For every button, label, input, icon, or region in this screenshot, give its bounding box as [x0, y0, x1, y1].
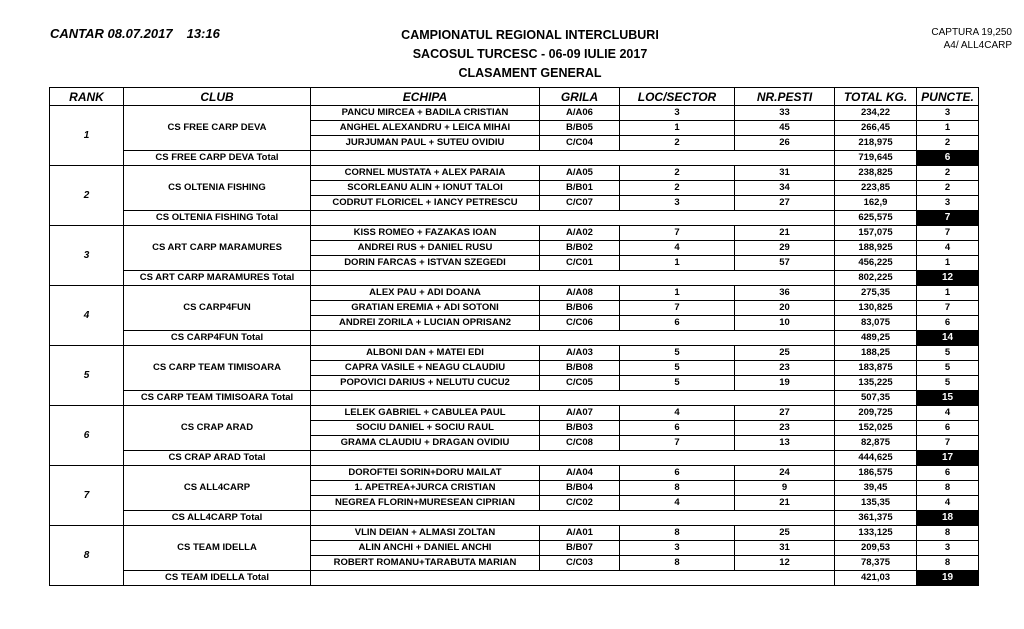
- team-cell: JURJUMAN PAUL + SUTEU OVIDIU: [311, 136, 540, 151]
- grila-cell: A/A06: [540, 106, 620, 121]
- club-total-blank: [311, 331, 835, 346]
- club-total-label: CS CARP4FUN Total: [124, 331, 311, 346]
- capture-line-2: A4/ ALL4CARP: [943, 40, 1012, 51]
- total-kg-cell: 78,375: [835, 556, 917, 571]
- team-cell: GRAMA CLAUDIU + DRAGAN OVIDIU: [311, 436, 540, 451]
- puncte-cell: 3: [917, 541, 979, 556]
- team-cell: ANDREI RUS + DANIEL RUSU: [311, 241, 540, 256]
- total-kg-cell: 133,125: [835, 526, 917, 541]
- rank-cell: 5: [50, 346, 124, 406]
- club-total-kg: 719,645: [835, 151, 917, 166]
- puncte-cell: 4: [917, 406, 979, 421]
- weigh-in-label: [50, 26, 220, 41]
- total-kg-cell: 152,025: [835, 421, 917, 436]
- grila-cell: A/A08: [540, 286, 620, 301]
- total-kg-cell: 188,925: [835, 241, 917, 256]
- puncte-cell: 5: [917, 346, 979, 361]
- club-total-label: CS FREE CARP DEVA Total: [124, 151, 311, 166]
- club-cell: CS ART CARP MARAMURES: [124, 226, 311, 271]
- weigh-in-time: 13:16: [186, 26, 220, 41]
- puncte-cell: 7: [917, 436, 979, 451]
- standings-table: [49, 87, 979, 586]
- total-kg-cell: 223,85: [835, 181, 917, 196]
- nr-pesti-cell: 57: [735, 256, 835, 271]
- club-total-puncte: 6: [917, 151, 979, 166]
- table-row: [50, 166, 979, 181]
- grila-cell: A/A07: [540, 406, 620, 421]
- loc-sector-cell: 6: [620, 316, 735, 331]
- club-total-label: CS CARP TEAM TIMISOARA Total: [124, 391, 311, 406]
- nr-pesti-cell: 33: [735, 106, 835, 121]
- nr-pesti-cell: 45: [735, 121, 835, 136]
- total-kg-cell: 209,725: [835, 406, 917, 421]
- team-cell: GRATIAN EREMIA + ADI SOTONI: [311, 301, 540, 316]
- puncte-cell: 6: [917, 316, 979, 331]
- club-cell: CS CRAP ARAD: [124, 406, 311, 451]
- table-row: [50, 226, 979, 241]
- rank-cell: 7: [50, 466, 124, 526]
- club-total-blank: [311, 211, 835, 226]
- team-cell: CODRUT FLORICEL + IANCY PETRESCU: [311, 196, 540, 211]
- team-cell: SCORLEANU ALIN + IONUT TALOI: [311, 181, 540, 196]
- title-line-2: SACOSUL TURCESC - 06-09 IULIE 2017: [412, 47, 648, 61]
- club-cell: CS TEAM IDELLA: [124, 526, 311, 571]
- grila-cell: B/B03: [540, 421, 620, 436]
- club-total-puncte: 14: [917, 331, 979, 346]
- puncte-cell: 6: [917, 421, 979, 436]
- team-cell: CAPRA VASILE + NEAGU CLAUDIU: [311, 361, 540, 376]
- nr-pesti-cell: 24: [735, 466, 835, 481]
- club-total-kg: 489,25: [835, 331, 917, 346]
- nr-pesti-cell: 26: [735, 136, 835, 151]
- puncte-cell: 2: [917, 181, 979, 196]
- nr-pesti-cell: 31: [735, 541, 835, 556]
- team-cell: KISS ROMEO + FAZAKAS IOAN: [311, 226, 540, 241]
- puncte-cell: 4: [917, 496, 979, 511]
- team-cell: ALEX PAU + ADI DOANA: [311, 286, 540, 301]
- club-total-label: CS ALL4CARP Total: [124, 511, 311, 526]
- loc-sector-cell: 7: [620, 226, 735, 241]
- loc-sector-cell: 2: [620, 181, 735, 196]
- nr-pesti-cell: 19: [735, 376, 835, 391]
- club-cell: CS FREE CARP DEVA: [124, 106, 311, 151]
- grila-cell: C/C02: [540, 496, 620, 511]
- club-total-row: [50, 511, 979, 526]
- club-total-blank: [311, 511, 835, 526]
- total-kg-cell: 135,225: [835, 376, 917, 391]
- grila-cell: A/A03: [540, 346, 620, 361]
- nr-pesti-cell: 27: [735, 196, 835, 211]
- team-cell: LELEK GABRIEL + CABULEA PAUL: [311, 406, 540, 421]
- club-total-kg: 421,03: [835, 571, 917, 586]
- puncte-cell: 6: [917, 466, 979, 481]
- puncte-cell: 2: [917, 166, 979, 181]
- puncte-cell: 1: [917, 256, 979, 271]
- rank-cell: 4: [50, 286, 124, 346]
- loc-sector-cell: 5: [620, 346, 735, 361]
- capture-line-1: CAPTURA 19,250: [931, 27, 1012, 38]
- team-cell: ALIN ANCHI + DANIEL ANCHI: [311, 541, 540, 556]
- club-total-kg: 444,625: [835, 451, 917, 466]
- club-cell: CS CARP TEAM TIMISOARA: [124, 346, 311, 391]
- team-cell: DORIN FARCAS + ISTVAN SZEGEDI: [311, 256, 540, 271]
- club-total-puncte: 18: [917, 511, 979, 526]
- table-row: [50, 526, 979, 541]
- total-kg-cell: 39,45: [835, 481, 917, 496]
- nr-pesti-cell: 23: [735, 421, 835, 436]
- grila-cell: A/A05: [540, 166, 620, 181]
- table-body: [50, 106, 979, 586]
- total-kg-cell: 456,225: [835, 256, 917, 271]
- grila-cell: B/B02: [540, 241, 620, 256]
- club-total-puncte: 12: [917, 271, 979, 286]
- grila-cell: B/B07: [540, 541, 620, 556]
- grila-cell: B/B01: [540, 181, 620, 196]
- loc-sector-cell: 7: [620, 301, 735, 316]
- grila-cell: B/B08: [540, 361, 620, 376]
- grila-cell: C/C06: [540, 316, 620, 331]
- puncte-cell: 8: [917, 556, 979, 571]
- loc-sector-cell: 4: [620, 406, 735, 421]
- club-total-blank: [311, 151, 835, 166]
- club-total-label: CS TEAM IDELLA Total: [124, 571, 311, 586]
- title-line-3: CLASAMENT GENERAL: [458, 66, 602, 80]
- table-row: [50, 346, 979, 361]
- team-cell: ANDREI ZORILA + LUCIAN OPRISAN2: [311, 316, 540, 331]
- total-kg-cell: 275,35: [835, 286, 917, 301]
- club-total-label: CS OLTENIA FISHING Total: [124, 211, 311, 226]
- club-total-row: [50, 571, 979, 586]
- total-kg-cell: 82,875: [835, 436, 917, 451]
- club-total-row: [50, 331, 979, 346]
- capture-info: [931, 26, 1012, 52]
- loc-sector-cell: 3: [620, 106, 735, 121]
- loc-sector-cell: 1: [620, 256, 735, 271]
- rank-cell: 3: [50, 226, 124, 286]
- nr-pesti-cell: 25: [735, 526, 835, 541]
- loc-sector-cell: 3: [620, 541, 735, 556]
- nr-pesti-cell: 27: [735, 406, 835, 421]
- club-cell: CS ALL4CARP: [124, 466, 311, 511]
- club-total-blank: [311, 451, 835, 466]
- total-kg-cell: 83,075: [835, 316, 917, 331]
- loc-sector-cell: 1: [620, 286, 735, 301]
- puncte-cell: 7: [917, 226, 979, 241]
- team-cell: ALBONI DAN + MATEI EDI: [311, 346, 540, 361]
- loc-sector-cell: 8: [620, 526, 735, 541]
- club-total-blank: [311, 391, 835, 406]
- grila-cell: B/B06: [540, 301, 620, 316]
- nr-pesti-cell: 21: [735, 496, 835, 511]
- club-total-row: [50, 391, 979, 406]
- club-total-label: CS ART CARP MARAMURES Total: [124, 271, 311, 286]
- nr-pesti-cell: 12: [735, 556, 835, 571]
- title-line-1: CAMPIONATUL REGIONAL INTERCLUBURI: [401, 28, 659, 42]
- grila-cell: C/C08: [540, 436, 620, 451]
- rank-cell: 8: [50, 526, 124, 586]
- grila-cell: B/B05: [540, 121, 620, 136]
- team-cell: DOROFTEI SORIN+DORU MAILAT: [311, 466, 540, 481]
- page-title: [330, 26, 730, 83]
- club-total-blank: [311, 271, 835, 286]
- team-cell: CORNEL MUSTATA + ALEX PARAIA: [311, 166, 540, 181]
- loc-sector-cell: 4: [620, 496, 735, 511]
- total-kg-cell: 135,35: [835, 496, 917, 511]
- grila-cell: C/C01: [540, 256, 620, 271]
- team-cell: 1. APETREA+JURCA CRISTIAN: [311, 481, 540, 496]
- total-kg-cell: 266,45: [835, 121, 917, 136]
- column-header-nr-pesti: NR.PESTI: [735, 88, 835, 106]
- grila-cell: B/B04: [540, 481, 620, 496]
- weigh-in-date: CANTAR 08.07.2017: [50, 26, 173, 41]
- loc-sector-cell: 8: [620, 481, 735, 496]
- nr-pesti-cell: 13: [735, 436, 835, 451]
- loc-sector-cell: 7: [620, 436, 735, 451]
- table-row: [50, 466, 979, 481]
- loc-sector-cell: 4: [620, 241, 735, 256]
- loc-sector-cell: 2: [620, 166, 735, 181]
- nr-pesti-cell: 10: [735, 316, 835, 331]
- total-kg-cell: 186,575: [835, 466, 917, 481]
- nr-pesti-cell: 34: [735, 181, 835, 196]
- loc-sector-cell: 6: [620, 421, 735, 436]
- nr-pesti-cell: 20: [735, 301, 835, 316]
- loc-sector-cell: 2: [620, 136, 735, 151]
- team-cell: ROBERT ROMANU+TARABUTA MARIAN: [311, 556, 540, 571]
- table-row: [50, 286, 979, 301]
- club-total-row: [50, 451, 979, 466]
- puncte-cell: 2: [917, 136, 979, 151]
- team-cell: PANCU MIRCEA + BADILA CRISTIAN: [311, 106, 540, 121]
- puncte-cell: 3: [917, 196, 979, 211]
- grila-cell: A/A02: [540, 226, 620, 241]
- club-total-puncte: 17: [917, 451, 979, 466]
- rank-cell: 2: [50, 166, 124, 226]
- loc-sector-cell: 5: [620, 376, 735, 391]
- club-total-kg: 625,575: [835, 211, 917, 226]
- total-kg-cell: 188,25: [835, 346, 917, 361]
- nr-pesti-cell: 29: [735, 241, 835, 256]
- grila-cell: C/C03: [540, 556, 620, 571]
- nr-pesti-cell: 31: [735, 166, 835, 181]
- puncte-cell: 7: [917, 301, 979, 316]
- rank-cell: 1: [50, 106, 124, 166]
- grila-cell: C/C05: [540, 376, 620, 391]
- total-kg-cell: 183,875: [835, 361, 917, 376]
- club-cell: CS CARP4FUN: [124, 286, 311, 331]
- grila-cell: A/A04: [540, 466, 620, 481]
- loc-sector-cell: 3: [620, 196, 735, 211]
- table-row: [50, 106, 979, 121]
- column-header-loc-sector: LOC/SECTOR: [620, 88, 735, 106]
- club-total-kg: 802,225: [835, 271, 917, 286]
- team-cell: VLIN DEIAN + ALMASI ZOLTAN: [311, 526, 540, 541]
- puncte-cell: 4: [917, 241, 979, 256]
- total-kg-cell: 238,825: [835, 166, 917, 181]
- rank-cell: 6: [50, 406, 124, 466]
- total-kg-cell: 130,825: [835, 301, 917, 316]
- nr-pesti-cell: 25: [735, 346, 835, 361]
- column-header-club: CLUB: [124, 88, 311, 106]
- loc-sector-cell: 8: [620, 556, 735, 571]
- club-total-kg: 507,35: [835, 391, 917, 406]
- club-total-puncte: 15: [917, 391, 979, 406]
- club-total-blank: [311, 571, 835, 586]
- loc-sector-cell: 6: [620, 466, 735, 481]
- column-header-total-kg: TOTAL KG.: [835, 88, 917, 106]
- column-header-rank: RANK: [50, 88, 124, 106]
- total-kg-cell: 162,9: [835, 196, 917, 211]
- club-total-row: [50, 271, 979, 286]
- puncte-cell: 8: [917, 481, 979, 496]
- club-total-label: CS CRAP ARAD Total: [124, 451, 311, 466]
- team-cell: ANGHEL ALEXANDRU + LEICA MIHAI: [311, 121, 540, 136]
- club-total-puncte: 7: [917, 211, 979, 226]
- grila-cell: A/A01: [540, 526, 620, 541]
- grila-cell: C/C07: [540, 196, 620, 211]
- puncte-cell: 3: [917, 106, 979, 121]
- table-row: [50, 406, 979, 421]
- column-header-echipa: ECHIPA: [311, 88, 540, 106]
- nr-pesti-cell: 23: [735, 361, 835, 376]
- puncte-cell: 1: [917, 121, 979, 136]
- column-header-puncte: PUNCTE.: [917, 88, 979, 106]
- club-total-puncte: 19: [917, 571, 979, 586]
- team-cell: POPOVICI DARIUS + NELUTU CUCU2: [311, 376, 540, 391]
- puncte-cell: 1: [917, 286, 979, 301]
- nr-pesti-cell: 36: [735, 286, 835, 301]
- club-cell: CS OLTENIA FISHING: [124, 166, 311, 211]
- column-header-grila: GRILA: [540, 88, 620, 106]
- loc-sector-cell: 1: [620, 121, 735, 136]
- nr-pesti-cell: 9: [735, 481, 835, 496]
- loc-sector-cell: 5: [620, 361, 735, 376]
- total-kg-cell: 234,22: [835, 106, 917, 121]
- puncte-cell: 5: [917, 361, 979, 376]
- table-header-row: [50, 88, 979, 106]
- team-cell: SOCIU DANIEL + SOCIU RAUL: [311, 421, 540, 436]
- club-total-row: [50, 211, 979, 226]
- puncte-cell: 5: [917, 376, 979, 391]
- team-cell: NEGREA FLORIN+MURESEAN CIPRIAN: [311, 496, 540, 511]
- club-total-kg: 361,375: [835, 511, 917, 526]
- nr-pesti-cell: 21: [735, 226, 835, 241]
- total-kg-cell: 157,075: [835, 226, 917, 241]
- total-kg-cell: 209,53: [835, 541, 917, 556]
- puncte-cell: 8: [917, 526, 979, 541]
- grila-cell: C/C04: [540, 136, 620, 151]
- total-kg-cell: 218,975: [835, 136, 917, 151]
- club-total-row: [50, 151, 979, 166]
